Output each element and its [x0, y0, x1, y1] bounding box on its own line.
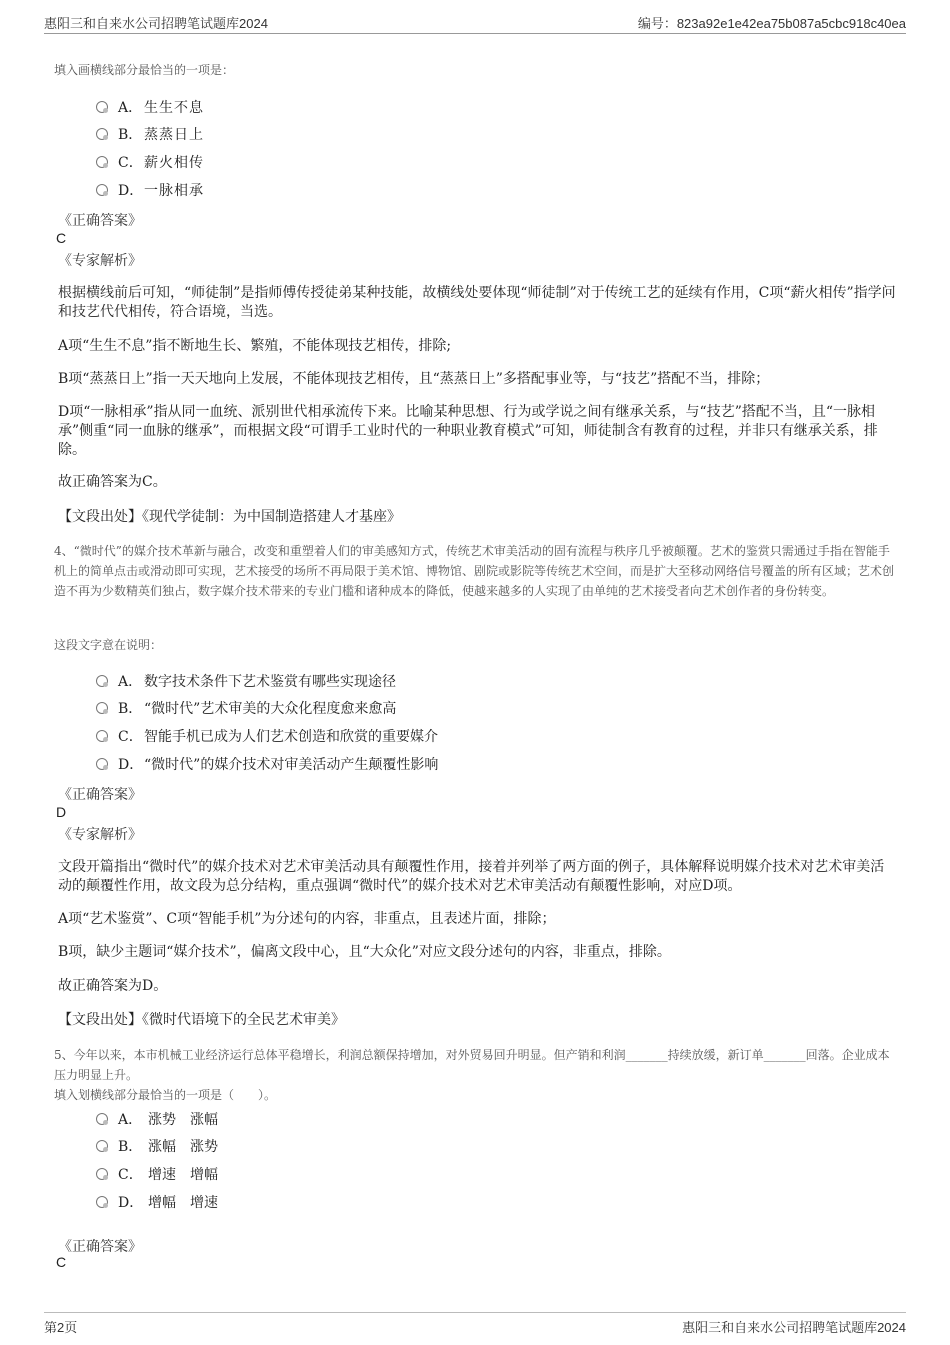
q5-answer-label: 《正确答案》 — [58, 1239, 142, 1255]
q4-analysis-label: 《专家解析》 — [58, 827, 142, 843]
q4-analysis-1: 文段开篇指出“微时代”的媒介技术对艺术审美活动具有颠覆性作用，接着并列举了两方面的例子，具体解释说明媒介技术对艺术审美活动的颠覆性作用，故文段为总分结构，重点强调“微时代”的媒介技术对艺术审美活动有颠覆性影响，对应D项。 — [58, 859, 885, 894]
q5-prompt: 填入划横线部分最恰当的一项是（ ）。 — [54, 1088, 277, 1102]
radio-icon[interactable] — [96, 1113, 108, 1125]
q3-source: 【文段出处】《现代学徒制：为中国制造搭建人才基座》 — [58, 509, 401, 525]
q3-analysis-4: D项“一脉相承”指从同一血统、派别世代相承流传下来。比喻某种思想、行为或学说之间有继承关系，与“技艺”搭配不当，且“一脉相承”侧重“同一血脉的继承”，而根据文段“可谓手工业时代的一种职业教育模式”可知，师徒制含有教育的过程，并非只有继承关系，排除。 — [58, 404, 878, 458]
q3-answer: C — [56, 230, 67, 246]
q4-source: 【文段出处】《微时代语境下的全民艺术审美》 — [58, 1012, 345, 1028]
q4-passage: 4、“微时代”的媒介技术革新与融合，改变和重塑着人们的审美感知方式，传统艺术审美活动的固有流程与秩序几乎被颠覆。艺术的鉴赏只需通过手指在智能手机上的简单点击或滑动即可实现，艺术接受的场所不再局限于美术馆、博物馆、剧院或影院等传统艺术空间，而是扩大至移动网络信号覆盖的所有区域；艺术创造不再为少数精英们独占，数字媒介技术带来的专业门槛和诸种成本的降低，使越来越多的人实现了由单纯的艺术接受者向艺术创作者的身份转变。 — [54, 544, 895, 598]
q3-analysis-1: 根据横线前后可知，“师徒制”是指师傅传授徒弟某种技能，故横线处要体现“师徒制”对于传统工艺的延续有作用，C项“薪火相传”指学问和技艺代代相传，符合语境，当选。 — [58, 285, 896, 320]
page-footer — [44, 1312, 906, 1337]
q5-answer: C — [56, 1254, 67, 1270]
q3-analysis-label: 《专家解析》 — [58, 253, 142, 269]
radio-icon[interactable] — [96, 101, 108, 113]
footer-title: 惠阳三和自来水公司招聘笔试题库2024 — [682, 1320, 906, 1335]
q5-passage: 5、今年以来，本市机械工业经济运行总体平稳增长，利润总额保持增加，对外贸易回升明显。但产销和利润_______持续放缓，新订单_______回落。企业成本压力明显上升。 — [54, 1048, 890, 1082]
radio-icon[interactable] — [96, 730, 108, 742]
q3-prompt: 填入画横线部分最恰当的一项是： — [54, 63, 235, 77]
header-code: 编号：823a92e1e42ea75b087a5cbc918c40ea — [637, 16, 906, 31]
radio-icon[interactable] — [96, 1168, 108, 1180]
radio-icon[interactable] — [96, 758, 108, 770]
q4-answer: D — [56, 804, 67, 820]
q3-analysis-3: B项“蒸蒸日上”指一天天地向上发展，不能体现技艺相传，且“蒸蒸日上”多搭配事业等，与“技艺”搭配不当，排除； — [58, 371, 770, 387]
page-number: 第2页 — [44, 1320, 78, 1335]
radio-icon[interactable] — [96, 702, 108, 714]
q3-answer-label: 《正确答案》 — [58, 213, 142, 229]
radio-icon[interactable] — [96, 184, 108, 196]
radio-icon[interactable] — [96, 1196, 108, 1208]
page-header — [44, 13, 906, 34]
radio-icon[interactable] — [96, 675, 108, 687]
q4-analysis-2: A项“艺术鉴赏”、C项“智能手机”为分述句的内容，非重点，且表述片面，排除； — [58, 911, 556, 927]
q3-analysis-2: A项“生生不息”指不断地生长、繁殖，不能体现技艺相传，排除; — [58, 338, 452, 354]
q4-answer-label: 《正确答案》 — [58, 787, 142, 803]
radio-icon[interactable] — [96, 128, 108, 140]
q4-analysis-3: B项，缺少主题词“媒介技术”，偏离文段中心，且“大众化”对应文段分述句的内容，非重点，排除。 — [58, 944, 671, 960]
q4-prompt: 这段文字意在说明： — [54, 638, 163, 652]
radio-icon[interactable] — [96, 1140, 108, 1152]
header-title: 惠阳三和自来水公司招聘笔试题库2024 — [44, 16, 268, 31]
q3-analysis-5: 故正确答案为C。 — [58, 474, 167, 490]
radio-icon[interactable] — [96, 156, 108, 168]
q4-analysis-4: 故正确答案为D。 — [58, 978, 168, 994]
